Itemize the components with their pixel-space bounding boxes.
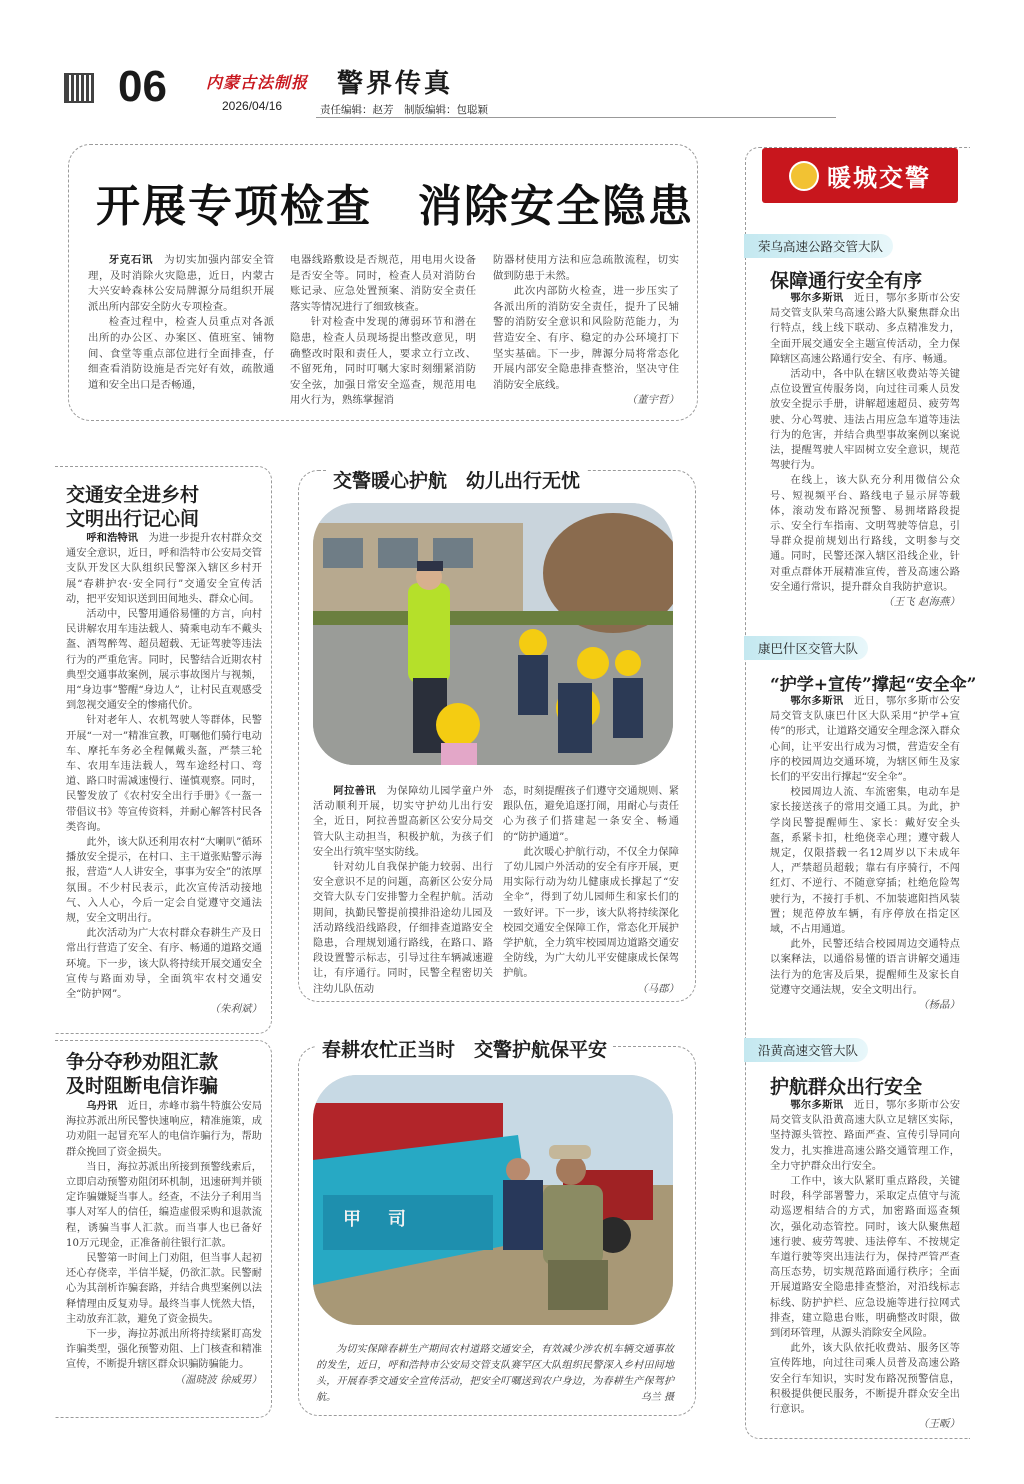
top-article-col1: 牙克石讯 为切实加强内部安全管理，及时消除火灾隐患，近日，内蒙古大兴安岭森林公安局牌源分局组织开展派出所内部安全防火专项检查。 检查过程中，检查人员重点对各派出所的办公区、办案区、值班室、铺物间、食堂等重点部位进行全面排查，仔细查看消防设施是否完好有效，疏散通道和安全出口是否畅通， <box>88 254 275 391</box>
left1-signature: （朱利斌） <box>209 1003 262 1016</box>
left2-title: 争分夺秒劝阻汇款 及时阻断电信诈骗 <box>66 1051 219 1097</box>
left1-body: 呼和浩特讯 为进一步提升农村群众交通安全意识，近日，呼和浩特市公安局交管支队开发区大队组织民警深入辖区乡村开展“春耕护农·安全同行”交通安全宣传活动，把平安知识送到田间地头、群众心间。 活动中，民警用通俗易懂的方言，向村民讲解农用车违法载人、骑乘电动车不戴头盔、酒驾醉驾、超员超载、无证驾驶等违法行为的严重危害。同时，民警结合近期农村典型交通事故案例，展示事故图片与视频，用“身边事”警醒“身边人”，让村民直观感受到忽视交通安全的惨痛代价。 针对老年人、农机驾驶人等群体，民警开展“一对一”精准宣教，叮嘱他们骑行电动车、摩托车务必全程佩戴头盔，严禁三轮车、农用车违法载人，驾车途经村口、弯道、路口时需减速慢行、谨慎观察。同时，民警发放了《农村安全出行手册》《一盔一带倡议书》等宣传资料，并耐心解答村民各类咨询。 此外，该大队还利用农村“大喇叭”循环播放安全提示，在村口、主干道张贴警示海报，营造“人人讲安全，事事为安全”的浓厚氛围。不少村民表示，此次宣传活动接地气、入人心，今后一定会自觉遵守交通法规，安全文明出行。 此次活动为广大农村群众春耕生产及日常出行营造了安全、有序、畅通的道路交通环境。下一步，该大队将持续开展交通安全宣传与路面劝导，全面筑牢农村交通安全“防护网”。 （朱利斌） <box>66 531 262 1018</box>
svg-text:司: 司 <box>388 1209 406 1230</box>
page-number: 06 <box>118 62 167 111</box>
unit-tag-rongwu: 荣乌高速公路交管大队 <box>744 234 893 258</box>
left2-body: 乌丹讯 近日，赤峰市翁牛特旗公安局海拉苏派出所民警快速响应，精准施策，成功劝阻一起冒充军人的电信诈骗行为，帮助群众挽回了资金损失。 当日，海拉苏派出所接到预警线索后，立即启动预警劝阻闭环机制，迅速研判并锁定诈骗嫌疑当事人。经查，不法分子利用当事人对军人的信任，编造虚假采购和退款流程，诱骗当事人汇款。而当事人也已备好10万元现金，正准备前往银行汇款。 民警第一时间上门劝阻，但当事人起初还心存侥幸，半信半疑，仍欲汇款。民警耐心为其剖析诈骗套路，并结合典型案例以法释情理由反复劝导。最终当事人恍然大悟，主动放弃汇款，避免了资金损失。 下一步，海拉苏派出所将持续紧盯高发诈骗类型，强化预警劝阻、上门核查和精准宣传，不断提升辖区群众识骗防骗能力。 （温晓波 徐威男） <box>66 1099 262 1388</box>
right1-signature: （王飞 赵海燕） <box>883 596 960 609</box>
nuancheng-banner: 暖城交警 <box>762 148 958 203</box>
center2-caption: 为切实保障春耕生产期间农村道路交通安全，有效减少涉农机车辆交通事故的发生，近日，呼和浩特市公安局交管支队赛罕区大队组织民警深入乡村田间地头，开展春季交通安全宣传活动，把安全叮嘱送到农户身边，为春耕生产保驾护航。 乌兰 摄 <box>316 1342 674 1406</box>
left1-title: 交通安全进乡村 文明出行记心间 <box>66 484 200 530</box>
right1-title: 保障通行安全有序 <box>770 270 923 292</box>
editors-line: 责任编辑：赵芳 制版编辑：包聪颖 <box>320 104 488 116</box>
police-badge-icon <box>789 161 819 191</box>
right2-signature: （杨晶） <box>918 999 960 1012</box>
qr-code-icon <box>64 73 94 103</box>
photo-illustration-2 <box>313 1075 673 1325</box>
center1-col2: 态，时刻提醒孩子们遵守交通规则、紧跟队伍，避免追逐打闹，用耐心与责任心为孩子们搭建起一条安全、畅通的“防护通道”。 此次暖心护航行动，不仅全力保障了幼儿园户外活动的安全有序开展，更用实际行动为幼儿健康成长撑起了“安全伞”，得到了幼儿园师生和家长们的一致好评。下一步，该大队将持续深化校园交通安全保障工作，常态化开展护学护航，全力筑牢校园周边道路交通安全防线，为广大幼儿平安健康成长保驾护航。 （马郡） <box>503 784 679 997</box>
right3-signature: （王畈） <box>918 1418 960 1431</box>
top-article-col3: 防器材使用方法和应急疏散流程，切实做到防患于未然。 此次内部防火检查，进一步压实了各派出所的消防安全责任，提升了民辅警的消防安全意识和风险防范能力，为营造安全、有序、稳定的办公环境打下坚实基础。下一步，牌源分局将常态化开展内部安全隐患排查整治，坚决守住消防安全底线。 （董宇哲） <box>493 253 679 409</box>
issue-date: 2026/04/16 <box>222 99 283 113</box>
top-article-signature: （董宇哲） <box>626 394 679 407</box>
left2-signature: （温晓波 徐威男） <box>174 1373 262 1386</box>
spring-farming-photo <box>313 1075 673 1325</box>
traffic-police-kids-photo <box>313 503 673 765</box>
unit-tag-yanhuang: 沿黄高速交管大队 <box>744 1038 868 1062</box>
right3-title: 护航群众出行安全 <box>770 1076 923 1098</box>
center2-title: 春耕农忙正当时 交警护航保平安 <box>316 1035 613 1062</box>
photo-illustration <box>313 503 673 765</box>
right2-title: “护学+宣传”撑起“安全伞” <box>770 675 977 695</box>
header-rule <box>316 117 836 118</box>
right3-body: 鄂尔多斯讯 近日，鄂尔多斯市公安局交管支队沿黄高速大队立足辖区实际，坚持源头管控、路面严查、宣传引导同向发力，扎实推进高速公路交通管理工作，全力守护群众出行安全。 工作中，该大队紧盯重点路段，关键时段，科学部署警力，采取定点值守与流动巡逻相结合的方式，加密路面巡查频次，强化动态管控。同时，该大队聚焦超速行驶、疲劳驾驶、违法停车、不按规定车道行驶等突出违法行为，保持严管严查高压态势，切实规范路面通行秩序；全面开展道路安全隐患排查整治，对沿线标志标线、防护护栏、应急设施等进行拉网式排查，建立隐患台账，明确整改时限，做到闭环管理，从源头消除安全风险。 此外，该大队依托收费站、服务区等宣传阵地，向过往司乘人员普及高速公路安全行车知识，实时发布路况预警信息，积极提供便民服务，不断提升群众安全出行意识。 （王畈） <box>770 1098 960 1432</box>
center1-title: 交警暖心护航 幼儿出行无忧 <box>327 466 586 493</box>
section-title: 警界传真 <box>337 69 454 99</box>
right2-body: 鄂尔多斯讯 近日，鄂尔多斯市公安局交管支队康巴什区大队采用“护学+宣传”的形式，让道路交通安全理念深入群众心间，让平安出行成为习惯，营造安全有序的校园周边交通环境，为辖区师生及家长们的平安出行撑起“安全伞”。 校园周边人流、车流密集，电动车是家长接送孩子的常用交通工具。为此，护学岗民警提醒师生、家长：戴好安全头盔，系紧卡扣，杜绝侥幸心理；遵守载人规定，仅限搭载一名12周岁以下未成年人，严禁超员超载；靠右有序骑行，不闯红灯、不逆行、不随意穿插；杜绝危险驾驶行为，不接打手机、不加装遮阳挡风装置；规范停放车辆，有序停放在指定区域，不占用通道。 此外，民警还结合校园周边交通特点以案释法，以通俗易懂的语言讲解交通违法行为的危害及后果，提醒师生及家长自觉遵守交通法规，安全文明出行。 （杨晶） <box>770 694 960 1013</box>
right1-body: 鄂尔多斯讯 近日，鄂尔多斯市公安局交管支队荣乌高速公路大队聚焦群众出行特点，线上线下联动、多点精准发力，全面开展交通安全主题宣传活动，全力保障辖区高速公路通行安全、有序、畅通。 活动中，各中队在辖区收费站等关键点位设置宣传服务岗，向过往司乘人员发放安全提示手册，讲解超速超员、疲劳驾驶、分心驾驶、违法占用应急车道等违法行为的危害，并结合典型事故案例以案说法，提醒驾驶人牢固树立安全意识，规范驾驶行为。 在线上，该大队充分利用微信公众号、短视频平台、路线电子显示屏等载体，滚动发布路况预警、易拥堵路段提示、安全行车指南、文明驾驶等信息，引导群众提前规划出行路线，文明参与交通。同时，民警还深入辖区沿线企业，针对重点群体开展精准宣传，普及高速公路安全通行常识，提升群众自我防护意识。 （王飞 赵海燕） <box>770 291 960 610</box>
svg-text:甲: 甲 <box>343 1209 361 1230</box>
top-article-title: 开展专项检查 消除安全隐患 <box>96 181 694 232</box>
center1-signature: （马郡） <box>637 982 679 995</box>
top-article-col2: 电器线路敷设是否规范，用电用火设备是否安全等。同时，检查人员对消防台账记录、应急处置预案、消防安全责任落实等情况进行了细致核查。 针对检查中发现的薄弱环节和潜在隐患，检查人员现场提出整改意见，明确整改时限和责任人，要求立行立改、不留死角，同时叮嘱大家时刻绷紧消防安全弦，加强日常安全巡查，规范用电用火行为，熟练掌握消 <box>290 254 476 407</box>
photo-credit: 乌兰 摄 <box>640 1392 674 1403</box>
unit-tag-kangbashi: 康巴什区交管大队 <box>744 636 868 660</box>
center1-col1: 阿拉善讯 为保障幼儿园学童户外活动顺利开展，切实守护幼儿出行安全，近日，阿拉善盟高新区公安分局交管大队主动担当，积极护航，为孩子们安全出行筑牢坚实防线。 针对幼儿自我保护能力较弱、出行安全意识不足的问题，高新区公安分局交管大队专门安排警力全程护航。活动期间，执勤民警提前摸排沿途幼儿园及活动路线沿线路段，仔细排查道路安全隐患，合理规划通行路线，在路口、路段设置警示标志，引导过往车辆减速避让，有序通行。同时，民警全程密切关注幼儿队伍动 <box>313 785 494 995</box>
paper-logo: 内蒙古法制报 <box>206 73 309 92</box>
